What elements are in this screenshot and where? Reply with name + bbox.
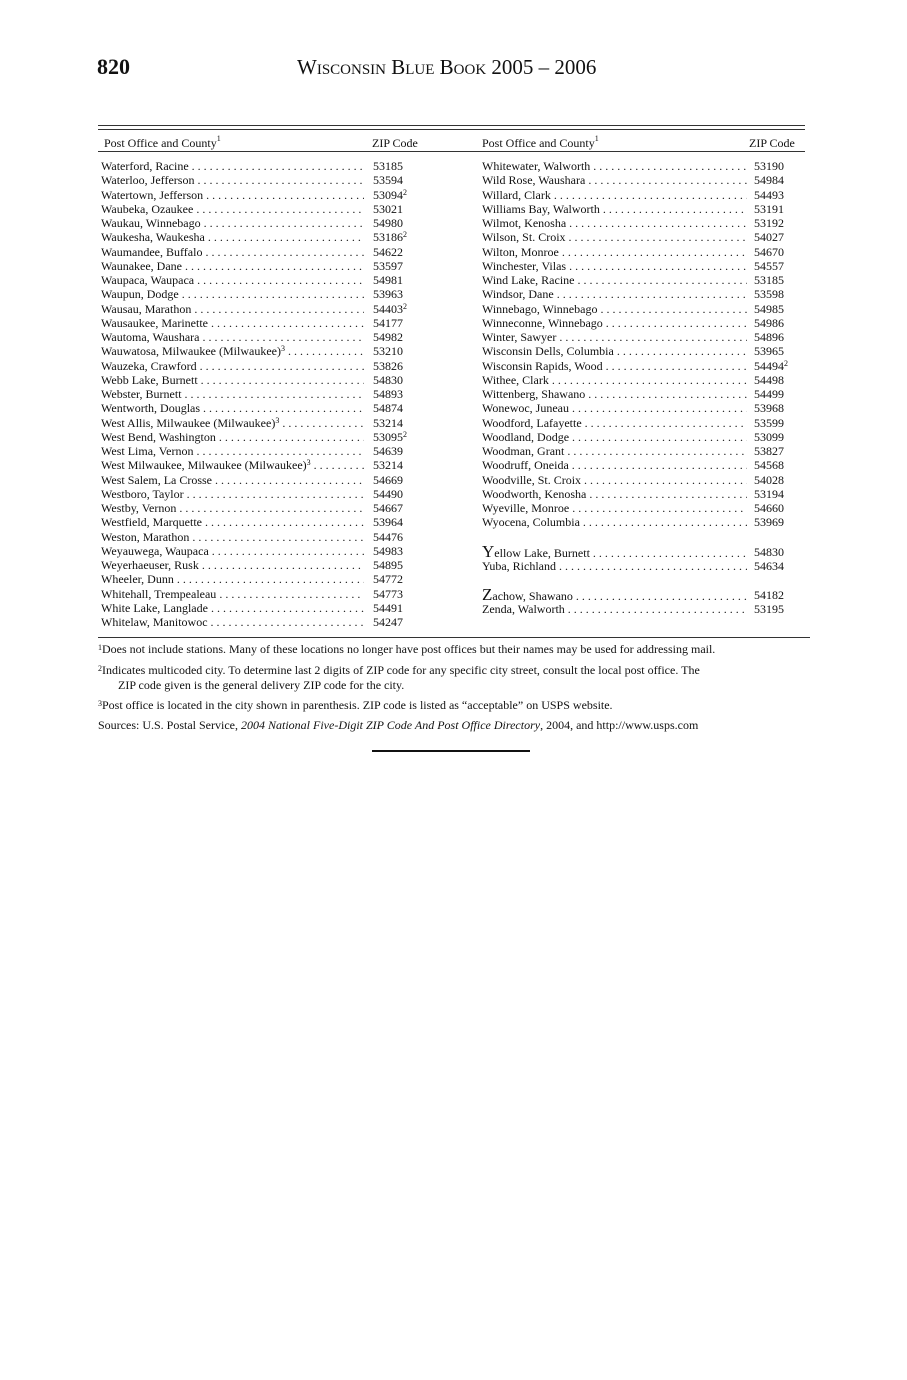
post-office-name: Weyauwega, Waupaca . . . bbox=[101, 544, 364, 558]
zip-code: 54660 bbox=[754, 501, 784, 515]
left-column bbox=[101, 159, 421, 629]
list-item bbox=[482, 273, 812, 287]
list-item bbox=[101, 572, 421, 586]
post-office-name: Wisconsin Rapids, Wood . . . bbox=[482, 359, 747, 373]
zip-code: 54027 bbox=[754, 230, 784, 245]
post-office-name: Wauzeka, Crawford . . . bbox=[101, 359, 364, 373]
list-item bbox=[482, 330, 812, 344]
post-office-name: Zachow, Shawano . . . bbox=[482, 588, 747, 603]
header-zip-left: ZIP Code bbox=[372, 136, 418, 150]
zip-code: 54476 bbox=[373, 529, 403, 544]
zip-code: 53964 bbox=[373, 515, 403, 530]
list-item bbox=[101, 302, 421, 316]
top-rule-double bbox=[98, 129, 805, 130]
zip-code: 54177 bbox=[373, 315, 403, 330]
post-office-name: Withee, Clark . . . bbox=[482, 373, 747, 387]
zip-code: 54491 bbox=[373, 600, 403, 615]
list-item bbox=[101, 387, 421, 401]
zip-code: 54895 bbox=[373, 558, 403, 572]
zip-code: 54830 bbox=[373, 372, 403, 387]
list-item bbox=[482, 344, 812, 358]
post-office-name: Waupaca, Waupaca . . . bbox=[101, 273, 364, 287]
zip-code: 54893 bbox=[373, 387, 403, 401]
zip-code: 53599 bbox=[754, 415, 784, 430]
list-item bbox=[101, 401, 421, 415]
post-office-name: Westfield, Marquette . . . bbox=[101, 515, 364, 529]
post-office-name: Woodworth, Kenosha . . . bbox=[482, 487, 747, 501]
header-zip-right: ZIP Code bbox=[749, 136, 795, 150]
post-office-name: Westboro, Taylor . . . bbox=[101, 487, 364, 501]
list-item bbox=[101, 245, 421, 259]
post-office-name: Waupun, Dodge . . . bbox=[101, 287, 364, 301]
list-item bbox=[101, 316, 421, 330]
list-item bbox=[482, 387, 812, 401]
post-office-name: Westby, Vernon . . . bbox=[101, 501, 364, 515]
post-office-name: West Milwaukee, Milwaukee (Milwaukee)$^3$ . . . bbox=[101, 458, 364, 472]
list-item bbox=[101, 416, 421, 430]
list-item bbox=[101, 587, 421, 601]
zip-code: 54670 bbox=[754, 244, 784, 259]
list-item bbox=[101, 344, 421, 358]
list-item bbox=[482, 487, 812, 501]
zip-code: 53965 bbox=[754, 344, 784, 359]
list-item bbox=[101, 287, 421, 301]
zip-code: 54986 bbox=[754, 315, 784, 330]
zip-code: 53094$^2$ bbox=[373, 187, 407, 202]
post-office-name: Woodman, Grant . . . bbox=[482, 444, 747, 458]
list-item bbox=[482, 302, 812, 316]
list-item bbox=[482, 416, 812, 430]
zip-code: 53192 bbox=[754, 216, 784, 230]
post-office-name: Wisconsin Dells, Columbia . . . bbox=[482, 344, 747, 358]
zip-code: 54773 bbox=[373, 586, 403, 601]
post-office-name: West Bend, Washington . . . bbox=[101, 430, 364, 444]
zip-code: 54494$^2$ bbox=[754, 358, 788, 373]
list-item bbox=[482, 245, 812, 259]
list-item bbox=[482, 430, 812, 444]
post-office-name: Woodland, Dodge . . . bbox=[482, 430, 747, 444]
list-item bbox=[101, 487, 421, 501]
zip-code: 54403$^2$ bbox=[373, 301, 407, 316]
post-office-name: Wauwatosa, Milwaukee (Milwaukee)$^3$ . . . bbox=[101, 344, 364, 358]
post-office-name: Woodville, St. Croix . . . bbox=[482, 473, 747, 487]
zip-code: 54247 bbox=[373, 615, 403, 629]
sources-note: Sources: U.S. Postal Service, 2004 National Five-Digit ZIP Code And Post Office Directory, 2004, and http://www.usps.com bbox=[98, 718, 699, 732]
list-item bbox=[482, 373, 812, 387]
post-office-name: Wyocena, Columbia . . . bbox=[482, 515, 747, 529]
post-office-name: Zenda, Walworth . . . bbox=[482, 602, 747, 616]
zip-code: 53214 bbox=[373, 415, 403, 430]
post-office-name: White Lake, Langlade . . . bbox=[101, 601, 364, 615]
list-item bbox=[101, 173, 421, 187]
list-item bbox=[482, 159, 812, 173]
zip-code: 54983 bbox=[373, 543, 403, 558]
zip-code: 53827 bbox=[754, 444, 784, 458]
list-item bbox=[101, 202, 421, 216]
post-office-name: Wind Lake, Racine . . . bbox=[482, 273, 747, 287]
zip-code: 53099 bbox=[754, 429, 784, 444]
zip-code: 53963 bbox=[373, 287, 403, 302]
top-rule bbox=[98, 125, 805, 126]
zip-code: 53190 bbox=[754, 159, 784, 173]
list-item bbox=[482, 188, 812, 202]
post-office-name: Wittenberg, Shawano . . . bbox=[482, 387, 747, 401]
zip-code: 53185 bbox=[754, 273, 784, 287]
zip-code: 53186$^2$ bbox=[373, 230, 407, 245]
list-item bbox=[482, 473, 812, 487]
zip-code: 54622 bbox=[373, 244, 403, 259]
list-item bbox=[482, 230, 812, 244]
list-item bbox=[101, 444, 421, 458]
post-office-name: Weyerhaeuser, Rusk . . . bbox=[101, 558, 364, 572]
footnote-rule bbox=[98, 637, 810, 638]
post-office-name: Wilson, St. Croix . . . bbox=[482, 230, 747, 244]
post-office-name: Yellow Lake, Burnett . . . bbox=[482, 545, 747, 560]
post-office-name: Whitelaw, Manitowoc . . . bbox=[101, 615, 364, 629]
post-office-name: Winter, Sawyer . . . bbox=[482, 330, 747, 344]
post-office-name: Waterford, Racine . . . bbox=[101, 159, 364, 173]
list-item bbox=[101, 230, 421, 244]
post-office-name: Wonewoc, Juneau . . . bbox=[482, 401, 747, 415]
right-column bbox=[482, 159, 812, 617]
zip-code: 54493 bbox=[754, 187, 784, 202]
zip-code: 54980 bbox=[373, 216, 403, 230]
zip-code: 54772 bbox=[373, 572, 403, 587]
list-item bbox=[101, 216, 421, 230]
post-office-name: Wheeler, Dunn . . . bbox=[101, 572, 364, 586]
post-office-name: Winchester, Vilas . . . bbox=[482, 259, 747, 273]
list-item bbox=[482, 444, 812, 458]
zip-code: 53210 bbox=[373, 344, 403, 359]
post-office-name: Winnebago, Winnebago . . . bbox=[482, 302, 747, 316]
zip-code: 53021 bbox=[373, 201, 403, 216]
list-item bbox=[101, 373, 421, 387]
section-letter: Y bbox=[482, 544, 495, 560]
list-item bbox=[482, 458, 812, 472]
zip-code: 53969 bbox=[754, 515, 784, 530]
post-office-name: Willard, Clark . . . bbox=[482, 188, 747, 202]
list-item bbox=[101, 259, 421, 273]
zip-code: 54568 bbox=[754, 458, 784, 473]
post-office-name: Waubeka, Ozaukee . . . bbox=[101, 202, 364, 216]
post-office-name: Webb Lake, Burnett . . . bbox=[101, 373, 364, 387]
list-item bbox=[482, 515, 812, 529]
zip-code: 53968 bbox=[754, 401, 784, 416]
post-office-name: Yuba, Richland . . . bbox=[482, 559, 747, 573]
zip-code: 54182 bbox=[754, 588, 784, 602]
list-item bbox=[101, 530, 421, 544]
post-office-name: Wautoma, Waushara . . . bbox=[101, 330, 364, 344]
post-office-name: West Allis, Milwaukee (Milwaukee)$^3$ . . . bbox=[101, 416, 364, 430]
list-item bbox=[101, 601, 421, 615]
footnote-3: $^3$Post office is located in the city shown in parenthesis. ZIP code is listed as “acceptable” on USPS website. bbox=[98, 698, 613, 712]
zip-code: 53594 bbox=[373, 173, 403, 188]
list-item bbox=[101, 515, 421, 529]
zip-code: 54985 bbox=[754, 301, 784, 316]
post-office-name: Waumandee, Buffalo . . . bbox=[101, 245, 364, 259]
zip-code: 54639 bbox=[373, 444, 403, 458]
list-item bbox=[101, 159, 421, 173]
post-office-name: Wild Rose, Waushara . . . bbox=[482, 173, 747, 187]
post-office-name: Wentworth, Douglas . . . bbox=[101, 401, 364, 415]
zip-code: 54490 bbox=[373, 486, 403, 501]
zip-code: 53195 bbox=[754, 602, 784, 617]
zip-code: 54499 bbox=[754, 387, 784, 401]
zip-code: 54667 bbox=[373, 501, 403, 515]
zip-code: 53095$^2$ bbox=[373, 429, 407, 444]
list-item bbox=[101, 458, 421, 472]
list-item bbox=[482, 287, 812, 301]
list-item bbox=[482, 259, 812, 273]
zip-code: 54830 bbox=[754, 544, 784, 559]
zip-code: 53214 bbox=[373, 458, 403, 473]
list-item bbox=[482, 401, 812, 415]
list-item bbox=[482, 559, 812, 573]
list-item bbox=[101, 359, 421, 373]
zip-code: 53191 bbox=[754, 201, 784, 216]
post-office-name: Whitehall, Trempealeau . . . bbox=[101, 587, 364, 601]
list-item bbox=[482, 545, 812, 559]
zip-code: 54634 bbox=[754, 558, 784, 573]
section-letter: Z bbox=[482, 588, 493, 604]
post-office-name: Williams Bay, Walworth . . . bbox=[482, 202, 747, 216]
post-office-name: Waukau, Winnebago . . . bbox=[101, 216, 364, 230]
post-office-name: Winneconne, Winnebago . . . bbox=[482, 316, 747, 330]
list-item bbox=[101, 430, 421, 444]
page-number: 820 bbox=[97, 54, 130, 79]
zip-code: 53194 bbox=[754, 486, 784, 501]
zip-code: 54981 bbox=[373, 273, 403, 287]
post-office-name: Wyeville, Monroe . . . bbox=[482, 501, 747, 515]
list-item bbox=[482, 202, 812, 216]
post-office-name: Whitewater, Walworth . . . bbox=[482, 159, 747, 173]
post-office-name: West Salem, La Crosse . . . bbox=[101, 473, 364, 487]
zip-code: 54028 bbox=[754, 472, 784, 487]
zip-code: 53826 bbox=[373, 358, 403, 373]
post-office-name: Waunakee, Dane . . . bbox=[101, 259, 364, 273]
running-title: Wisconsin Blue Book 2005 – 2006 bbox=[297, 55, 597, 79]
zip-code: 53598 bbox=[754, 287, 784, 302]
post-office-name: Windsor, Dane . . . bbox=[482, 287, 747, 301]
zip-code: 54874 bbox=[373, 401, 403, 416]
post-office-name: Weston, Marathon . . . bbox=[101, 530, 364, 544]
list-item bbox=[482, 359, 812, 373]
list-item bbox=[482, 588, 812, 602]
zip-code: 53185 bbox=[373, 159, 403, 173]
footnote-2: $^2$Indicates multicoded city. To determine last 2 digits of ZIP code for any specific city street, consult the local post office. The ZIP code given is the general delivery ZIP code for the city. bbox=[98, 663, 700, 692]
post-office-name: Waukesha, Waukesha . . . bbox=[101, 230, 364, 244]
zip-code: 54498 bbox=[754, 372, 784, 387]
header-post-office-right: Post Office and County$^1$ bbox=[482, 134, 599, 150]
zip-code: 54896 bbox=[754, 330, 784, 344]
list-item bbox=[101, 615, 421, 629]
post-office-name: Wilton, Monroe . . . bbox=[482, 245, 747, 259]
zip-code: 53597 bbox=[373, 258, 403, 273]
post-office-name: Waterloo, Jefferson . . . bbox=[101, 173, 364, 187]
end-rule bbox=[372, 750, 530, 752]
post-office-name: Woodford, Lafayette . . . bbox=[482, 416, 747, 430]
list-item bbox=[482, 173, 812, 187]
zip-code: 54982 bbox=[373, 330, 403, 344]
list-item bbox=[482, 216, 812, 230]
list-item bbox=[482, 501, 812, 515]
list-item bbox=[101, 558, 421, 572]
post-office-name: West Lima, Vernon . . . bbox=[101, 444, 364, 458]
list-item bbox=[482, 602, 812, 616]
zip-code: 54669 bbox=[373, 472, 403, 487]
header-post-office-left: Post Office and County$^1$ bbox=[104, 134, 221, 150]
list-item bbox=[101, 188, 421, 202]
post-office-name: Wausaukee, Marinette . . . bbox=[101, 316, 364, 330]
zip-code: 54557 bbox=[754, 258, 784, 273]
header-rule bbox=[98, 151, 805, 152]
list-item bbox=[101, 473, 421, 487]
list-item bbox=[101, 501, 421, 515]
list-item bbox=[101, 330, 421, 344]
list-item bbox=[482, 316, 812, 330]
post-office-name: Webster, Burnett . . . bbox=[101, 387, 364, 401]
list-item bbox=[101, 273, 421, 287]
post-office-name: Wilmot, Kenosha . . . bbox=[482, 216, 747, 230]
post-office-name: Wausau, Marathon . . . bbox=[101, 302, 364, 316]
footnote-1: $^1$Does not include stations. Many of these locations no longer have post offices but their names may be used for addressing mail. bbox=[98, 642, 716, 656]
list-item bbox=[101, 544, 421, 558]
zip-code: 54984 bbox=[754, 173, 784, 188]
post-office-name: Woodruff, Oneida . . . bbox=[482, 458, 747, 472]
post-office-name: Watertown, Jefferson . . . bbox=[101, 188, 364, 202]
